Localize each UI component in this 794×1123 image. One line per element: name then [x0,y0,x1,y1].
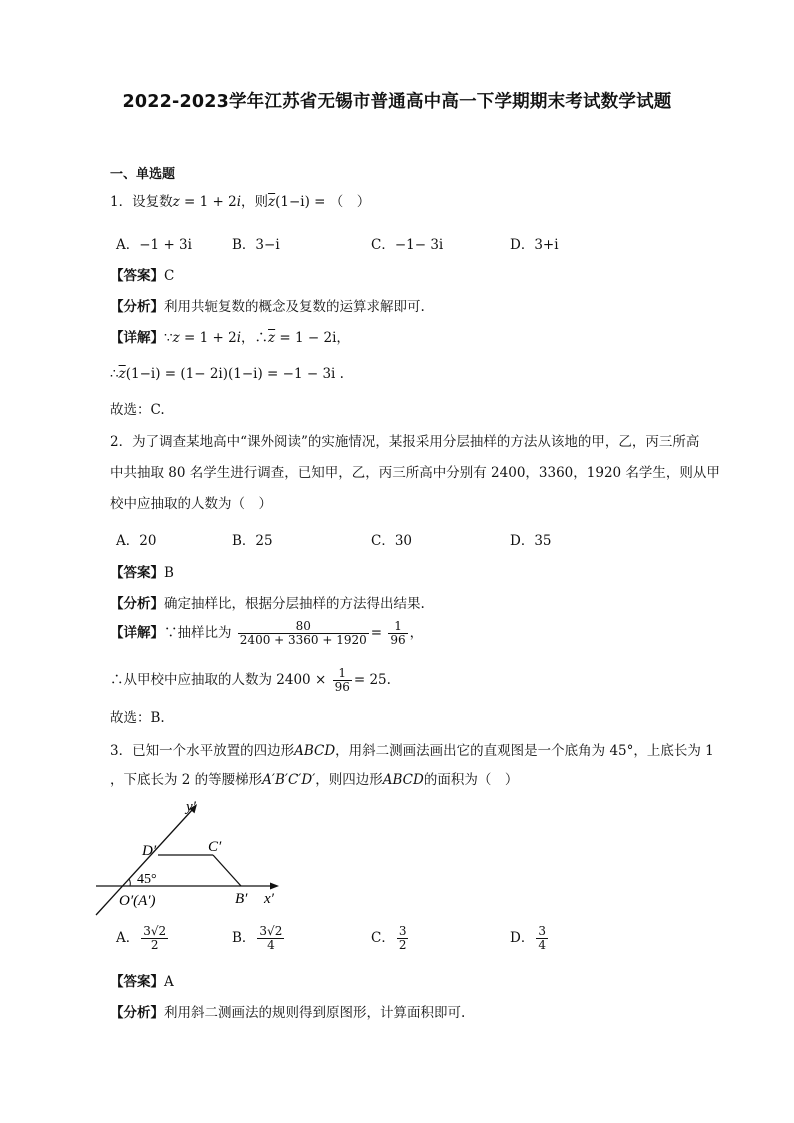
q2-option-c: C．30 [371,533,413,549]
fraction: $\frac{3√2}{4}$ [259,924,283,952]
x-axis-arrow [270,883,279,890]
angle-arc [129,879,130,886]
q1-answer: 【答案】C [110,268,175,284]
q1-analysis: 【分析】利用共轭复数的概念及复数的运算求解即可. [110,299,425,315]
fraction: $\frac{80}{2400 + 3360 + 1920}$ [239,619,367,647]
label-angle: 45° [137,872,157,887]
fraction: $\frac{3}{4}$ [538,924,546,952]
q3-stem-line2: ，下底长为 2 的等腰梯形A′B′C′D′，则四边形ABCD的面积为（ ） [110,772,519,788]
q1-option-d: D．3+i [510,237,559,253]
label-y-axis: y′ [186,799,196,815]
q1-option-a: A．−1 + 3i [116,237,192,253]
label-b: B′ [235,891,248,907]
q3-option-d: D． $\frac{3}{4}$ [510,924,546,952]
q1-option-c: C．−1− 3i [371,237,444,253]
q3-stem-line1: 3．已知一个水平放置的四边形ABCD，用斜二测画法画出它的直观图是一个底角为 45°，上底长为 1 [110,743,714,759]
q1-detail-line1: 【详解】∵z = 1 + 2i，$\therefore\overline{z} = 1 - 2i$， [110,330,350,346]
q3-option-b: B． $\frac{3√2}{4}$ [232,924,283,952]
q2-option-b: B．25 [232,533,273,549]
q3-answer: 【答案】A [110,974,174,990]
q2-conclusion: 故选：B. [110,710,165,726]
q2-analysis: 【分析】确定抽样比，根据分层抽样的方法得出结果. [110,596,425,612]
q1-stem: 1．设复数z = 1 + 2i，则$\overline{z}(1-i)$ = （ ） [110,194,371,210]
q2-option-a: A．20 [116,533,157,549]
q3-option-c: C． $\frac{3}{2}$ [371,924,407,952]
trapezoid-right-edge [213,855,241,886]
oblique-projection-figure [90,794,290,920]
label-c: C′ [208,839,222,855]
fraction: $\frac{1}{96}$ [334,666,350,694]
page-title: 2022-2023学年江苏省无锡市普通高中高一下学期期末考试数学试题 [122,92,672,112]
q2-stem-line3: 校中应抽取的人数为（ ） [110,496,272,512]
q1-conclusion: 故选：C. [110,402,165,418]
label-x-axis: x′ [264,891,274,907]
q3-option-a: A． $\frac{3√2}{2}$ [116,924,167,952]
section-heading: 一、单选题 [110,167,176,182]
fraction: $\frac{3}{2}$ [398,924,407,952]
label-d: D′ [142,843,157,859]
fraction: $\frac{1}{96}$ [390,619,406,647]
q3-analysis: 【分析】利用斜二测画法的规则得到原图形，计算面积即可. [110,1005,466,1021]
q2-detail-line1: 【详解】∵抽样比为 $\frac{80}{2400 + 3360 + 1920}$ = $\frac{1}{96}$ ， [110,619,424,647]
q2-detail-line2: ∴从甲校中应抽取的人数为 2400 × $\frac{1}{96}$ = 25. [110,666,391,694]
q2-stem-line1: 2．为了调查某地高中“课外阅读”的实施情况，某报采用分层抽样的方法从该地的甲，乙，丙三所高 [110,434,700,450]
label-o-a: O′(A′) [119,893,156,909]
fraction: $\frac{3√2}{2}$ [143,924,167,952]
q2-option-d: D．35 [510,533,552,549]
q2-answer: 【答案】B [110,565,174,581]
q2-stem-line2: 中共抽取 80 名学生进行调查，已知甲，乙，丙三所高中分别有 2400，3360，1920 名学生，则从甲 [110,465,720,481]
q1-option-b: B．3−i [232,237,280,253]
q1-detail-line2: $\therefore\overline{z}(1-i) = (1- 2i)(1-i) = -1 - 3i$ . [110,366,344,382]
